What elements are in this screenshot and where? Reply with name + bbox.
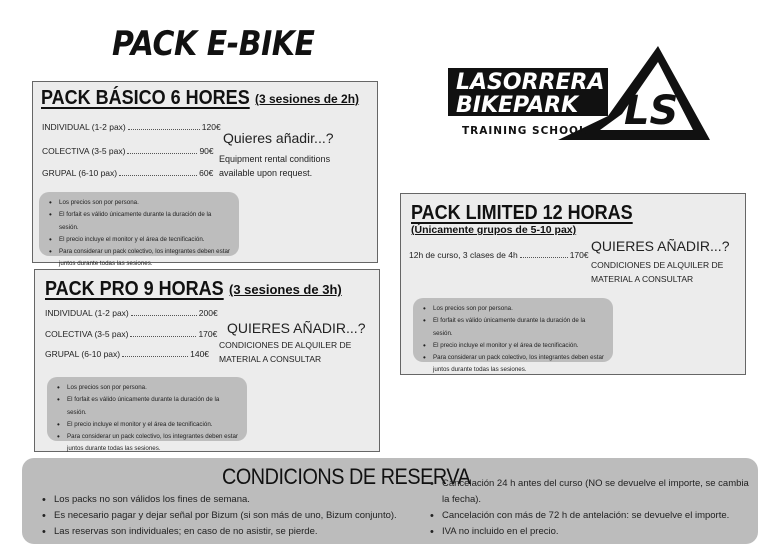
condition-item: • Los packs no son válidos los fines de semana.	[40, 492, 430, 508]
pack-basic-panel	[32, 81, 378, 268]
note-item: • El precio incluye el monitor y el área de tecnificación.	[423, 340, 605, 352]
note-item: • El forfait es válido únicamente durante la duración de la sesión.	[423, 315, 605, 340]
note-item: • Los precios son por persona.	[49, 197, 231, 209]
note-item: • El precio incluye el monitor y el área de tecnificación.	[57, 419, 239, 431]
addon-title: QUIERES AÑADIR...?	[591, 238, 730, 254]
pack-limited-panel	[400, 193, 746, 375]
price-label: 12h de curso, 3 clases de 4h	[409, 250, 518, 260]
price-row	[45, 308, 218, 318]
logo-line1: LASORRERA	[456, 70, 605, 95]
addon-text: CONDICIONES DE ALQUILER DE MATERIAL A CONSULTAR	[219, 340, 352, 364]
price-label: GRUPAL (6-10 pax)	[42, 168, 118, 178]
pack-pro-title: PACK PRO 9 HORAS	[45, 278, 224, 300]
condition-item: • Las reservas son individuales; en caso de no asistir, se pierde.	[40, 524, 430, 540]
note-item: • El precio incluye el monitor y el área de tecnificación.	[49, 234, 231, 246]
conditions-list-left	[40, 492, 430, 540]
pack-basic-subtitle: (3 sesiones de 2h)	[255, 92, 360, 106]
price-label: COLECTIVA (3-5 pax)	[45, 329, 129, 339]
condition-item: • Cancelación 24 h antes del curso (NO se devuelve el importe, se cambia la fecha).	[428, 476, 752, 508]
addon-text: CONDICIONES DE ALQUILER DE MATERIAL A CONSULTAR	[591, 260, 724, 284]
note-item: • Para considerar un pack colectivo, los integrantes deben estar juntos durante todas las sesiones.	[49, 246, 231, 271]
page-title: PACK E-BIKE	[112, 24, 315, 64]
price-value: 200€	[198, 308, 218, 318]
condition-item: • Es necesario pagar y dejar señal por Bizum (si son más de uno, Bizum conjunto).	[40, 508, 430, 524]
pack-limited-title: PACK LIMITED 12 HORAS	[411, 202, 633, 224]
addon-text: Equipment rental conditions available upon request.	[219, 154, 331, 178]
price-value: 170€	[569, 250, 589, 260]
pack-basic-title: PACK BÁSICO 6 HORES	[41, 87, 250, 109]
price-label: INDIVIDUAL (1-2 pax)	[42, 122, 126, 132]
logo-tagline: TRAINING SCHOOL	[462, 125, 587, 137]
conditions-title: CONDICIONS DE RESERVA	[222, 464, 471, 489]
price-row	[45, 329, 217, 339]
price-row	[45, 349, 209, 359]
lasorrera-logo	[448, 44, 710, 142]
pack-pro-panel	[34, 269, 380, 452]
note-item: • Para considerar un pack colectivo, los integrantes deben estar juntos durante todas las sesiones.	[57, 431, 239, 456]
price-row	[42, 146, 214, 156]
price-value: 140€	[190, 349, 210, 359]
price-row	[42, 122, 221, 132]
price-label: INDIVIDUAL (1-2 pax)	[45, 308, 129, 318]
price-value: 90€	[199, 146, 214, 156]
logo-line2: BIKEPARK	[456, 93, 579, 118]
pack-notes	[39, 192, 239, 268]
price-value: 120€	[201, 122, 221, 132]
addon-title: QUIERES AÑADIR...?	[227, 320, 366, 336]
pack-limited-subtitle: (Únicamente grupos de 5-10 pax)	[411, 224, 577, 236]
logo-monogram: LS	[624, 88, 679, 134]
conditions-list-right	[428, 476, 752, 540]
note-item: • Los precios son por persona.	[423, 303, 605, 315]
pack-notes	[413, 298, 613, 374]
price-row	[409, 250, 589, 260]
price-value: 60€	[199, 168, 214, 178]
price-label: COLECTIVA (3-5 pax)	[42, 146, 126, 156]
note-item: • Para considerar un pack colectivo, los integrantes deben estar juntos durante todas las sesiones.	[423, 352, 605, 377]
condition-item: • Cancelación con más de 72 h de antelación: se devuelve el importe.	[428, 508, 752, 524]
booking-conditions	[22, 458, 758, 544]
price-label: GRUPAL (6-10 pax)	[45, 349, 121, 359]
pack-pro-subtitle: (3 sesiones de 3h)	[229, 282, 342, 297]
note-item: • Los precios son por persona.	[57, 382, 239, 394]
condition-item: • IVA no incluido en el precio.	[428, 524, 752, 540]
price-row	[42, 168, 213, 178]
price-value: 170€	[198, 329, 218, 339]
pack-notes	[47, 377, 247, 453]
note-item: • El forfait es válido únicamente durante la duración de la sesión.	[49, 209, 231, 234]
addon-title: Quieres añadir...?	[223, 130, 334, 146]
note-item: • El forfait es válido únicamente durante la duración de la sesión.	[57, 394, 239, 419]
